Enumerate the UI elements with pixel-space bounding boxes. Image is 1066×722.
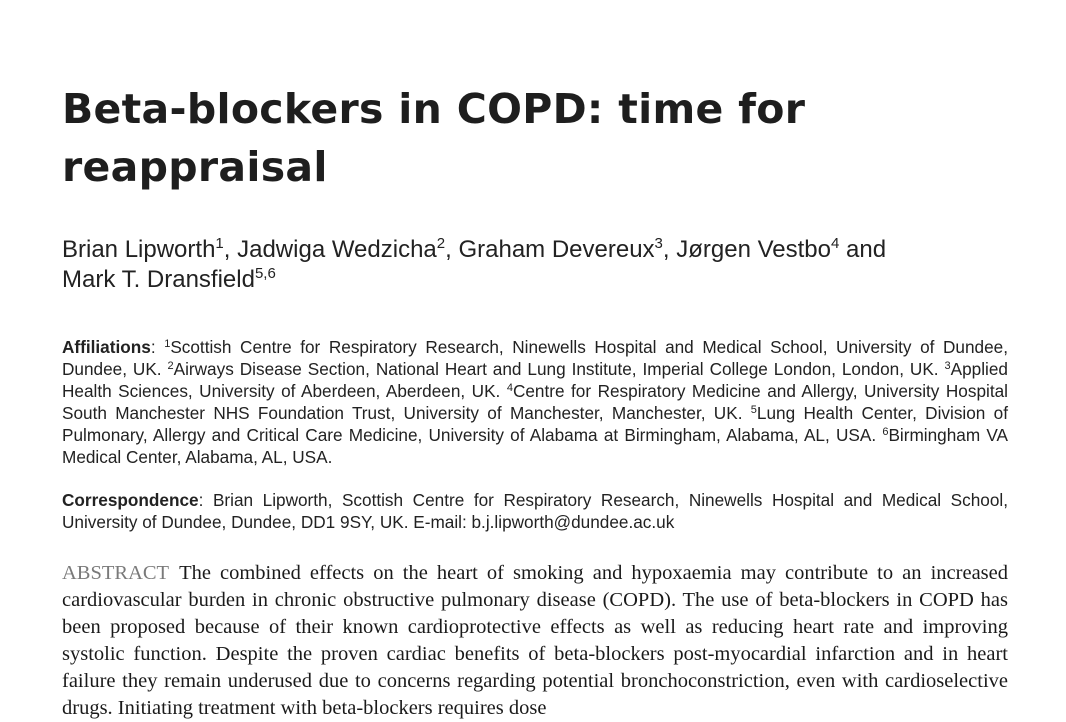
- author-name: Jadwiga Wedzicha: [237, 236, 437, 263]
- author-separator: ,: [223, 236, 238, 263]
- affiliation-number: 1: [164, 338, 171, 350]
- affiliation-text: Applied Health Sciences, University of Aberdeen, Aberdeen, UK.: [62, 359, 1008, 401]
- author-name: Graham Devereux: [458, 236, 655, 263]
- correspondence-text: Brian Lipworth, Scottish Centre for Respiratory Research, Ninewells Hospital and Medical School, University of Dundee, Dundee, DD1 9SY, UK. E-mail: b.j.lipworth@dundee.ac.uk: [62, 490, 1008, 532]
- author-name: Jørgen Vestbo: [676, 236, 831, 263]
- correspondence-label: Correspondence: [62, 490, 199, 510]
- author-name: Mark T. Dransfield: [62, 266, 255, 293]
- author-separator: ,: [445, 236, 459, 263]
- author-affiliation-mark: 2: [436, 235, 446, 252]
- affiliations: Affiliations: $^1$Scottish Centre for Respiratory Research, Ninewells Hospital and Medical School, University of Dundee, Dundee, UK. $^2$Airways Disease Section, National Heart and Lung Institute, Imperial College London, London, UK. $^3$Applied Health Sciences, University of Aberdeen, Aberdeen, UK. $^4$Centre for Respiratory Medicine and Allergy, University Hospital South Manchester NHS Foundation Trust, University of Manchester, Manchester, UK. $^5$Lung Health Center, Division of Pulmonary, Allergy and Critical Care Medicine, University of Alabama at Birmingham, Alabama, AL, USA. $^6$Birmingham VA Medical Center, Alabama, AL, USA.: [62, 337, 1008, 467]
- affiliation-number: 3: [944, 360, 951, 372]
- affiliation-number: 4: [506, 382, 513, 394]
- author-affiliation-mark: 4: [831, 235, 840, 252]
- affiliation-text: Birmingham VA Medical Center, Alabama, AL, USA.: [62, 425, 1008, 467]
- abstract-label: ABSTRACT: [62, 562, 170, 584]
- author-name: Brian Lipworth: [62, 236, 216, 263]
- affiliation-text: Centre for Respiratory Medicine and Allergy, University Hospital South Manchester NHS Foundation Trust, University of Manchester, Manchester, UK.: [62, 381, 1008, 423]
- author-affiliation-mark: 1: [215, 235, 224, 252]
- author-affiliation-mark: 3: [654, 235, 663, 252]
- abstract-text: The combined effects on the heart of smoking and hypoxaemia may contribute to an increased cardiovascular burden in chronic obstructive pulmonary disease (COPD). The use of beta-blockers in COPD has been proposed because of their known cardioprotective effects as well as reducing heart rate and improving systolic function. Despite the proven cardiac benefits of beta-blockers post-myocardial infarction and in heart failure they remain underused due to concerns regarding potential bronchoconstriction, even with cardioselective drugs. Initiating treatment with beta-blockers requires dose: [62, 562, 1008, 719]
- affiliation-text: Lung Health Center, Division of Pulmonary, Allergy and Critical Care Medicine, University of Alabama at Birmingham, Alabama, AL, USA.: [62, 403, 1008, 445]
- affiliations-label: Affiliations: [62, 337, 151, 357]
- article-title: Beta-blockers in COPD: time for reappraisal: [62, 85, 806, 191]
- affiliation-number: 6: [882, 426, 889, 438]
- author-affiliation-mark: 5,6: [254, 265, 276, 282]
- affiliation-number: 5: [750, 404, 757, 416]
- author-separator: ,: [662, 236, 677, 263]
- author-list: [62, 235, 1008, 295]
- correspondence: Correspondence: Brian Lipworth, Scottish Centre for Respiratory Research, Ninewells Hospital and Medical School, University of Dundee, Dundee, DD1 9SY, UK. E-mail: b.j.lipworth@dundee.ac.uk: [62, 490, 1008, 532]
- affiliation-text: Scottish Centre for Respiratory Research, Ninewells Hospital and Medical School, University of Dundee, Dundee, UK.: [62, 337, 1008, 379]
- affiliation-number: 2: [167, 360, 174, 372]
- abstract: [62, 560, 1008, 722]
- affiliation-text: Airways Disease Section, National Heart and Lung Institute, Imperial College London, London, UK.: [173, 359, 945, 379]
- author-separator: and: [839, 236, 887, 263]
